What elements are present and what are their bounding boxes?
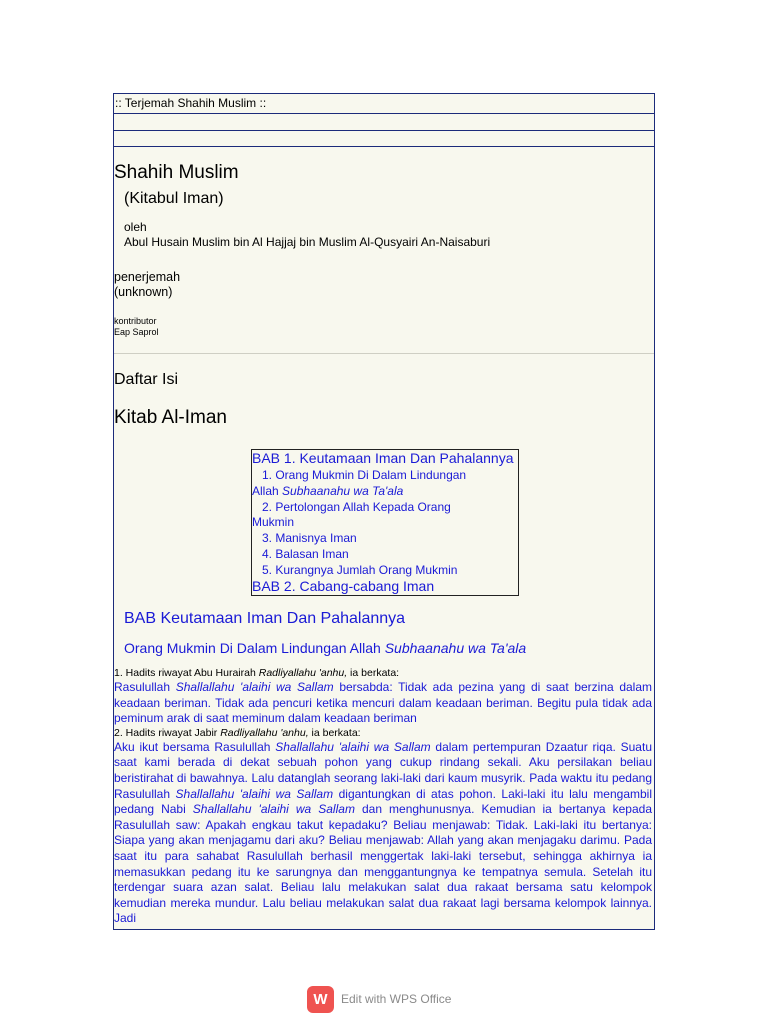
wps-edit-banner[interactable] (307, 985, 451, 1013)
hadith-2-part: Aku ikut bersama Rasulullah (114, 739, 276, 754)
toc-link-bab1[interactable]: BAB 1. Keutamaan Iman Dan Pahalannya (252, 450, 514, 466)
wps-logo-icon: W (307, 986, 334, 1013)
hadith-1-text (114, 680, 652, 727)
toc-link-item1[interactable]: 1. Orang Mukmin Di Dalam Lindungan (262, 468, 467, 482)
divider (114, 353, 654, 354)
toc-heading: Daftar Isi (114, 371, 179, 388)
book-title: Shahih Muslim (114, 162, 239, 183)
hadith-2-part-italic: Shallallahu 'alaihi wa Sallam (275, 739, 431, 754)
table-of-contents (251, 449, 519, 596)
translator-name: (unknown) (114, 285, 173, 299)
hadith-content (114, 667, 652, 927)
hadith-2-text (114, 740, 652, 927)
toc-link-item5[interactable]: 5. Kurangnya Jumlah Orang Mukmin (262, 563, 458, 577)
section-title: BAB Keutamaan Iman Dan Pahalannya (124, 610, 406, 627)
document-page (113, 93, 655, 930)
by-label: oleh (124, 220, 147, 234)
kitab-heading: Kitab Al-Iman (114, 407, 227, 428)
header-title: :: Terjemah Shahih Muslim :: (115, 96, 267, 110)
hadith-1-part: Rasulullah (114, 680, 176, 694)
toc-link-item3[interactable]: 3. Manisnya Iman (262, 531, 357, 545)
hadith-2-part: dan menghunusnya. Kemudian ia bertanya kepada Rasulullah saw: Apakah engkau takut kepadaku? Beliau menjawab: Tidak. Laki-laki itu bertanya: Siapa yang akan menjagamu dari aku? Beliau menjawab: Allah yang akan menjagaku darimu. Pada saat itu para sahabat Rasulullah berhasil menggertak laki-laki tersebut, sehingga akhirnya ia memasukkan pedang itu ke sarungnya dan menggantungnya ke tempatnya semula. Setelah itu terdengar suara azan salat. Beliau lalu melakukan salat dua rakaat bersama satu kelompok kemudian mereka mundur. Lalu beliau melakukan salat dua rakaat lagi bersama kelompok lainnya. Jadi (114, 802, 652, 926)
toc-link-item1-prefix: Allah (252, 484, 283, 498)
hadith-1-header-text: 1. Hadits riwayat Abu Hurairah (114, 667, 259, 679)
contributor-label: kontributor (114, 316, 157, 326)
hadith-2-header-text: 2. Hadits riwayat Jabir (114, 726, 221, 739)
toc-link-item2-cont[interactable]: Mukmin (252, 515, 295, 529)
hadith-1-part: bersabda: Tidak ada pezina yang di saat berzina dalam keadaan beriman. Tidak ada pencuri ketika mencuri dalam keadaan beriman. Begitu pula tidak ada peminum arak di saat meminum dalam keadaan beriman (114, 680, 653, 726)
toc-link-item4[interactable]: 4. Balasan Iman (262, 547, 349, 561)
hadith-2-part: dalam pertempuran Dzaatur riqa. Suatu saat kami berada di dekat sebuah pohon yang cukup rindang sekali. Aku persilakan beliau beristirahat di bawahnya. Lalu datanglah seorang laki-laki dari kaum musyrik. Pada waktu itu pedang Rasulullah (114, 739, 652, 801)
book-subtitle: (Kitabul Iman) (124, 190, 224, 207)
header-empty-row (114, 114, 654, 131)
hadith-2-part: digantungkan di atas pohon. Laki-laki itu lalu mengambil pedang Nabi (114, 786, 652, 817)
subsection-title-italic: Subhaanahu wa Ta'ala (384, 640, 527, 656)
header-title-row (114, 94, 654, 114)
toc-link-item1-cont[interactable] (252, 484, 403, 498)
hadith-1-part-italic: Shallallahu 'alaihi wa Sallam (175, 680, 334, 694)
contributor-name: Eap Saprol (114, 327, 159, 337)
toc-link-item1-italic: Subhaanahu wa Ta'ala (282, 484, 404, 498)
translator-label: penerjemah (114, 270, 181, 284)
hadith-2-header-italic: Radliyallahu 'anhu, (220, 726, 309, 739)
hadith-1-header (114, 667, 652, 680)
hadith-2-part-italic: Shallallahu 'alaihi wa Sallam (175, 786, 334, 801)
header-empty-row (114, 131, 654, 147)
hadith-2-header (114, 727, 652, 740)
hadith-2-header-suffix: ia berkata: (308, 726, 361, 739)
subsection-title-text: Orang Mukmin Di Dalam Lindungan Allah (124, 640, 385, 656)
hadith-1-header-suffix: ia berkata: (347, 667, 400, 679)
wps-edit-label: Edit with WPS Office (341, 992, 452, 1006)
subsection-title (124, 640, 526, 656)
hadith-2-part-italic: Shallallahu 'alaihi wa Sallam (192, 802, 355, 817)
author-name: Abul Husain Muslim bin Al Hajjaj bin Muslim Al-Qusyairi An-Naisaburi (124, 235, 491, 249)
hadith-1-header-italic: Radliyallahu 'anhu, (258, 667, 348, 679)
toc-link-bab2[interactable]: BAB 2. Cabang-cabang Iman (252, 578, 435, 594)
toc-link-item2[interactable]: 2. Pertolongan Allah Kepada Orang (262, 500, 451, 514)
